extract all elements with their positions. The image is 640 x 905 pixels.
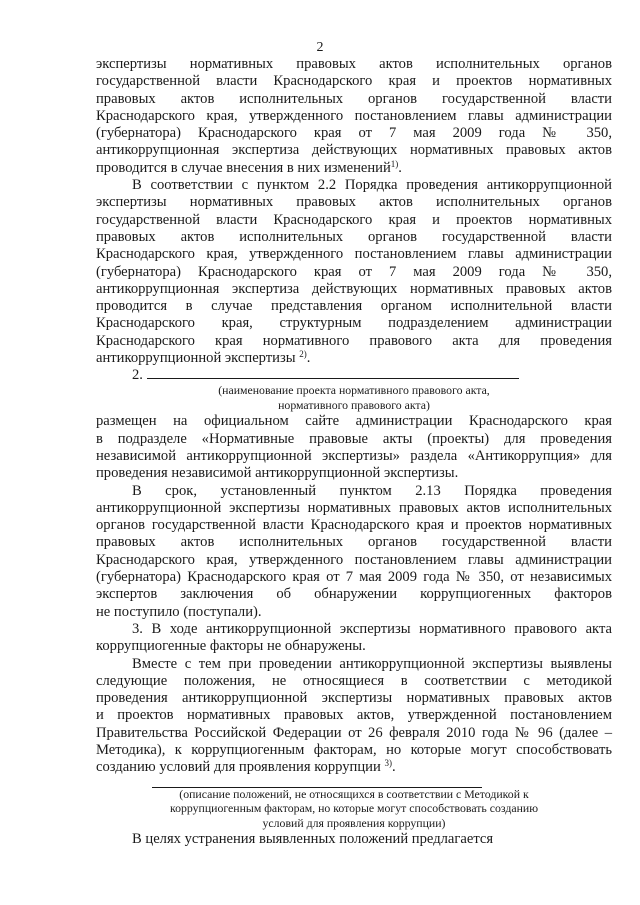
text-fragment: созданию условий для проявления коррупции (96, 759, 381, 776)
paragraph-4 (96, 483, 612, 621)
text-line: правовых актов исполнительных органов государственной власти (96, 90, 612, 107)
text-line: Вместе с тем при проведении антикоррупционной экспертизы выявлены (132, 655, 612, 672)
text-line-last (96, 759, 612, 776)
text-fragment: проводится в случае внесения в них изменений (96, 159, 391, 176)
item-number: 2. (132, 367, 143, 384)
text-line: В срок, установленный пунктом 2.13 Порядка проведения (132, 482, 612, 499)
text-line-last: коррупциогенные факторы не обнаружены. (96, 638, 366, 655)
footnote-ref: 1) (390, 158, 399, 169)
paragraph-5 (96, 621, 612, 656)
text-line: в подразделе «Нормативные правовые акты (проекты) для проведения (96, 430, 612, 447)
text-line: проведения антикоррупционной экспертизы нормативных правовых актов (96, 690, 612, 707)
text-line: размещен на официальном сайте администрации Краснодарского края (96, 413, 612, 430)
text-line: проводится в случае представления органом исполнительной власти (96, 298, 612, 315)
text-line: независимой антикоррупционной экспертизы» раздела «Антикоррупция» для (96, 447, 612, 464)
text-line: экспертизы нормативных правовых актов исполнительных органов (96, 56, 612, 72)
text-line: Краснодарского края, утвержденного постановлением главы администрации (96, 107, 612, 124)
text-line: правовых актов исполнительных органов государственной власти (96, 534, 612, 551)
document-body (96, 56, 612, 848)
footnote-ref: 2) (299, 349, 307, 360)
caption-line: нормативного правового акта) (278, 397, 430, 412)
text-line: антикоррупционная экспертиза действующих нормативных правовых актов (96, 280, 612, 297)
caption-line: (наименование проекта нормативного правового акта, (218, 383, 490, 398)
text-line: органов государственной власти Краснодарского края и проектов нормативных (96, 517, 612, 534)
paragraph-3 (96, 413, 612, 482)
text-line: антикоррупционной экспертизы нормативных правовых актов исполнительных (96, 499, 612, 516)
paragraph-1 (96, 56, 612, 177)
text-fragment: антикоррупционной экспертизы (96, 350, 296, 367)
text-line-last (96, 350, 612, 367)
caption-line: условий для проявления коррупции) (262, 815, 446, 830)
text-fragment: . (306, 350, 311, 367)
text-line: Краснодарского края нормативного правового акта для проведения (96, 332, 612, 349)
text-line-last: проведения независимой антикоррупционной экспертизы. (96, 465, 459, 482)
text-line: Краснодарского края, утвержденного постановлением главы администрации (96, 551, 612, 568)
blank-field (147, 367, 519, 379)
text-line: В целях устранения выявленных положений предлагается (132, 831, 494, 848)
page-number: 2 (316, 40, 324, 55)
text-line: и проектов нормативных правовых актов, утвержденной постановлением (96, 707, 612, 724)
text-line: Правительства Российской Федерации от 26 февраля 2010 года № 96 (далее – (96, 724, 612, 741)
text-line: следующие положения, не относящиеся в соответствии с методикой (96, 672, 612, 689)
paragraph-6 (96, 656, 612, 777)
text-line: государственной власти Краснодарского края и проектов нормативных (96, 73, 612, 90)
text-line: антикоррупционная экспертиза действующих нормативных правовых актов (96, 142, 612, 159)
text-line: экспертов заключения об обнаружении коррупциогенных факторов (96, 586, 612, 603)
text-fragment: . (398, 159, 402, 176)
text-fragment: . (391, 759, 396, 776)
text-line: Краснодарского края, утвержденного постановлением главы администрации (96, 246, 612, 263)
caption-line: коррупциогенным факторам, но которые могут способствовать созданию (169, 801, 539, 816)
text-line: (губернатора) Краснодарского края от 7 мая 2009 года № 350, от независимых (96, 569, 612, 586)
caption-line: (описание положений, не относящихся в соответствии с Методикой к (179, 786, 529, 801)
footnote-ref: 3) (384, 758, 392, 769)
text-line: Методика), к коррупциогенным факторам, но которые могут способствовать (96, 741, 612, 758)
text-line: В соответствии с пунктом 2.2 Порядка проведения антикоррупционной (132, 177, 612, 194)
text-line: 3. В ходе антикоррупционной экспертизы нормативного правового акта (132, 620, 612, 637)
text-line-last (96, 160, 612, 177)
text-line: правовых актов исполнительных органов государственной власти (96, 228, 612, 245)
text-line-last: не поступило (поступали). (96, 603, 262, 620)
text-line: Краснодарского края, структурным подразделением администрации (96, 315, 612, 332)
text-line: экспертизы нормативных правовых актов исполнительных органов (96, 194, 612, 211)
text-line: (губернатора) Краснодарского края от 7 мая 2009 года № 350, (96, 263, 612, 280)
paragraph-2 (96, 177, 612, 367)
item-2-row (96, 367, 612, 384)
text-line: государственной власти Краснодарского края и проектов нормативных (96, 211, 612, 228)
text-line: (губернатора) Краснодарского края от 7 мая 2009 года № 350, (96, 125, 612, 142)
